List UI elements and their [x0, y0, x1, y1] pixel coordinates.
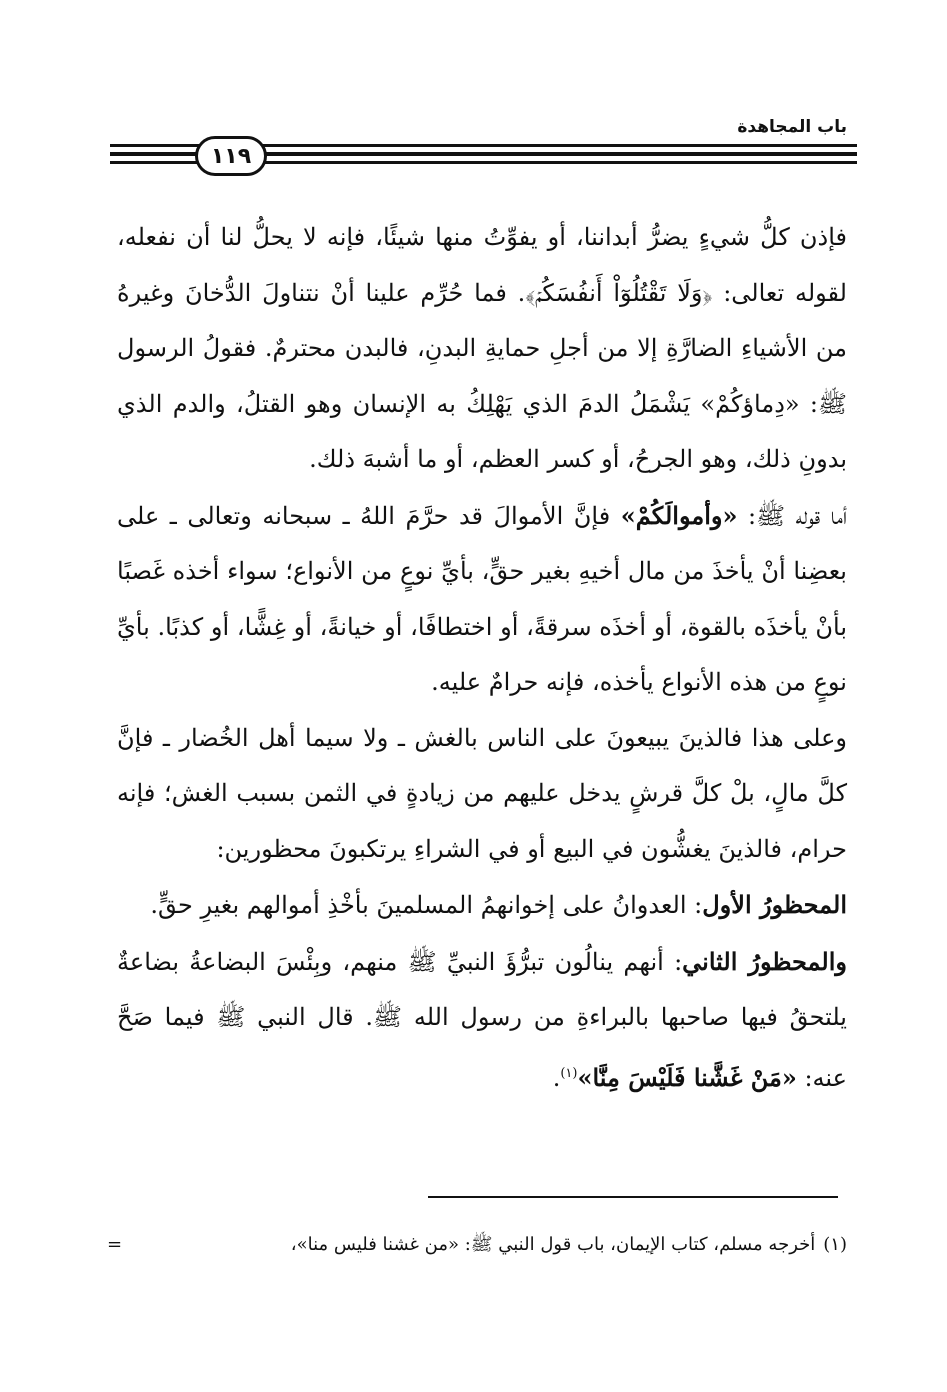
paragraph-text: .	[552, 1063, 561, 1092]
paragraph-text: فإذن كلُّ شيءٍ يضرُّ أبداننا، أو يفوِّتُ منها شيئًا، فإنه لا يحلُّ لنا أن نفعله، لقوله تعالى: ﴿وَلَا تَقْتُلُوٓاْ أَنفُسَكُمۡ﴾. فما حُرِّم علينا أنْ نتناولَ الدُّخانَ وغيرهُ من الأشياءِ الضارَّةِ إلا من أجلِ حمايةِ البدنِ، فالبدن محترمٌ. فقولُ الرسول ﷺ: «دِماؤكُمْ» يَشْمَلُ الدمَ الذي يَهْلِكُ به الإنسان وهو القتلُ، والدم الذي بدونِ ذلك، وهو الجرحُ، أو كسر العظم، أو ما أشبهَ ذلك.	[117, 223, 847, 473]
paragraph-text: وعلى هذا فالذينَ يبيعونَ على الناس بالغش ـ ولا سيما أهل الخُضار ـ فإنَّ كلَّ مالٍ، بلْ كلَّ قرشٍ يدخل عليهم من زيادةٍ في الثمن بسبب الغش؛ فإنه حرام، فالذينَ يغشُّون في البيع أو في الشراءِ يرتكبونَ محظورين:	[117, 723, 847, 863]
section-heading: والمحظورُ الثاني	[682, 946, 847, 976]
paragraph-text: : العدوانُ على إخوانهمُ المسلمينَ بأخْذِ أموالهم بغيرِ حقٍّ.	[150, 891, 703, 919]
continuation-mark: =	[107, 1234, 123, 1255]
section-heading: المحظورُ الأول	[702, 890, 847, 919]
paragraph-text: أما قوله ﷺ:	[737, 501, 847, 530]
header-rule	[110, 142, 857, 168]
paragraph	[117, 488, 847, 711]
footnote-text: أخرجه مسلم، كتاب الإيمان، باب قول النبي ﷺ: «من غشنا فليس منا»،	[290, 1234, 816, 1255]
hadith-quote: «مَنْ غَشَّنا فَلَيْسَ مِنَّا»	[577, 1062, 797, 1092]
page-number: ١١٩	[195, 136, 267, 176]
footnote-separator	[428, 1196, 838, 1198]
chapter-title: باب المجاهدة	[737, 117, 847, 137]
paragraph	[117, 711, 847, 878]
paragraph-text: : أنهم ينالُون تبرُّؤَ النبيِّ ﷺ منهم، وبِئْسَ البضاعةُ بضاعةٌ يلتحقُ فيها صاحبها بالبراءةِ من رسول الله ﷺ. قال النبي ﷺ فيما صَحَّ عنه:	[117, 947, 847, 1092]
hadith-quote: «وأموالَكُمْ»	[620, 500, 738, 530]
footnote	[107, 1230, 847, 1260]
footnote-number: (١)	[823, 1234, 847, 1255]
paragraph	[117, 210, 847, 488]
paragraph	[117, 934, 847, 1107]
footnote-ref: (١)	[560, 1065, 578, 1081]
paragraph-text: فإنَّ الأموالَ قد حرَّمَ اللهُ ـ سبحانه وتعالى ـ على بعضِنا أنْ يأخذَ من مال أخيهِ بغير حقٍّ، بأيِّ نوعٍ من الأنواع؛ سواء أخذه غَصبًا بأنْ يأخذَه بالقوة، أو أخذَه سرقةً، أو اختطافًا، أو خيانةً، أو غِشًّا، أو كذبًا. بأيِّ نوعٍ من هذه الأنواع يأخذه، فإنه حرامٌ عليه.	[117, 501, 847, 696]
paragraph	[117, 877, 847, 934]
main-text	[117, 210, 847, 1106]
